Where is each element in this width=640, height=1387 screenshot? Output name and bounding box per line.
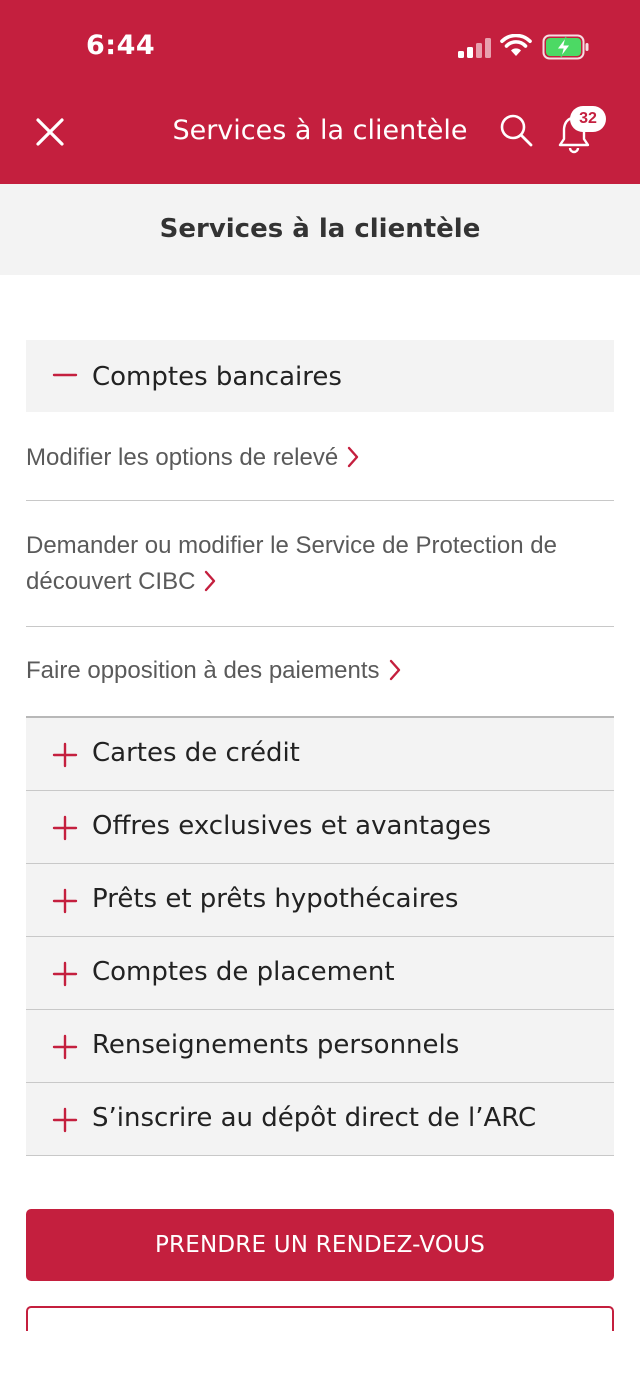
notifications-button[interactable] [554,106,604,156]
section-links [26,412,614,716]
plus-icon [52,888,78,914]
section-label: Prêts et prêts hypothécaires [92,884,459,914]
status-bar [0,0,640,90]
link-label: Faire opposition à des paiements [26,657,380,684]
section-comptes-placement[interactable] [26,937,614,1010]
plus-icon [52,1107,78,1133]
section-comptes-bancaires[interactable] [26,340,614,412]
link-label: Modifier les options de relevé [26,444,339,471]
nav-bar [0,90,640,184]
cellular-signal-icon [458,38,492,58]
service-sections [26,340,614,1156]
bottom-spacer [0,1331,640,1387]
section-label: Renseignements personnels [92,1030,460,1060]
search-icon[interactable] [498,112,534,148]
link-protection-decouvert[interactable] [26,501,614,627]
section-renseignements-personnels[interactable] [26,1010,614,1083]
minus-icon [52,362,78,388]
link-label: Demander ou modifier le Service de Protection de découvert CIBC [26,532,557,595]
section-label: S’inscrire au dépôt direct de l’ARC [92,1103,537,1133]
chevron-right-icon [203,570,217,592]
section-depot-direct-arc[interactable] [26,1083,614,1156]
header-title: Services à la clientèle [172,115,468,146]
section-offres-exclusives[interactable] [26,791,614,864]
collapsed-sections [26,716,614,1156]
page-title: Services à la clientèle [159,214,481,244]
link-opposition-paiements[interactable] [26,627,614,716]
plus-icon [52,1034,78,1060]
status-time: 6:44 [86,30,156,61]
book-appointment-button[interactable]: PRENDRE UN RENDEZ-VOUS [26,1209,614,1281]
wifi-icon [500,34,532,58]
chevron-right-icon [346,446,360,468]
plus-icon [52,815,78,841]
section-prets-hypothecaires[interactable] [26,864,614,937]
section-cartes-credit[interactable] [26,718,614,791]
close-icon[interactable] [32,114,68,150]
chevron-right-icon [388,659,402,681]
app-header [0,0,640,184]
notification-badge: 32 [570,106,606,132]
plus-icon [52,961,78,987]
battery-charging-icon [542,34,590,60]
plus-icon [52,742,78,768]
link-modifier-options-releve[interactable] [26,412,614,501]
section-label: Comptes bancaires [92,362,342,392]
section-label: Cartes de crédit [92,738,300,768]
section-label: Comptes de placement [92,957,395,987]
section-label: Offres exclusives et avantages [92,811,492,841]
page-title-bar [0,184,640,275]
